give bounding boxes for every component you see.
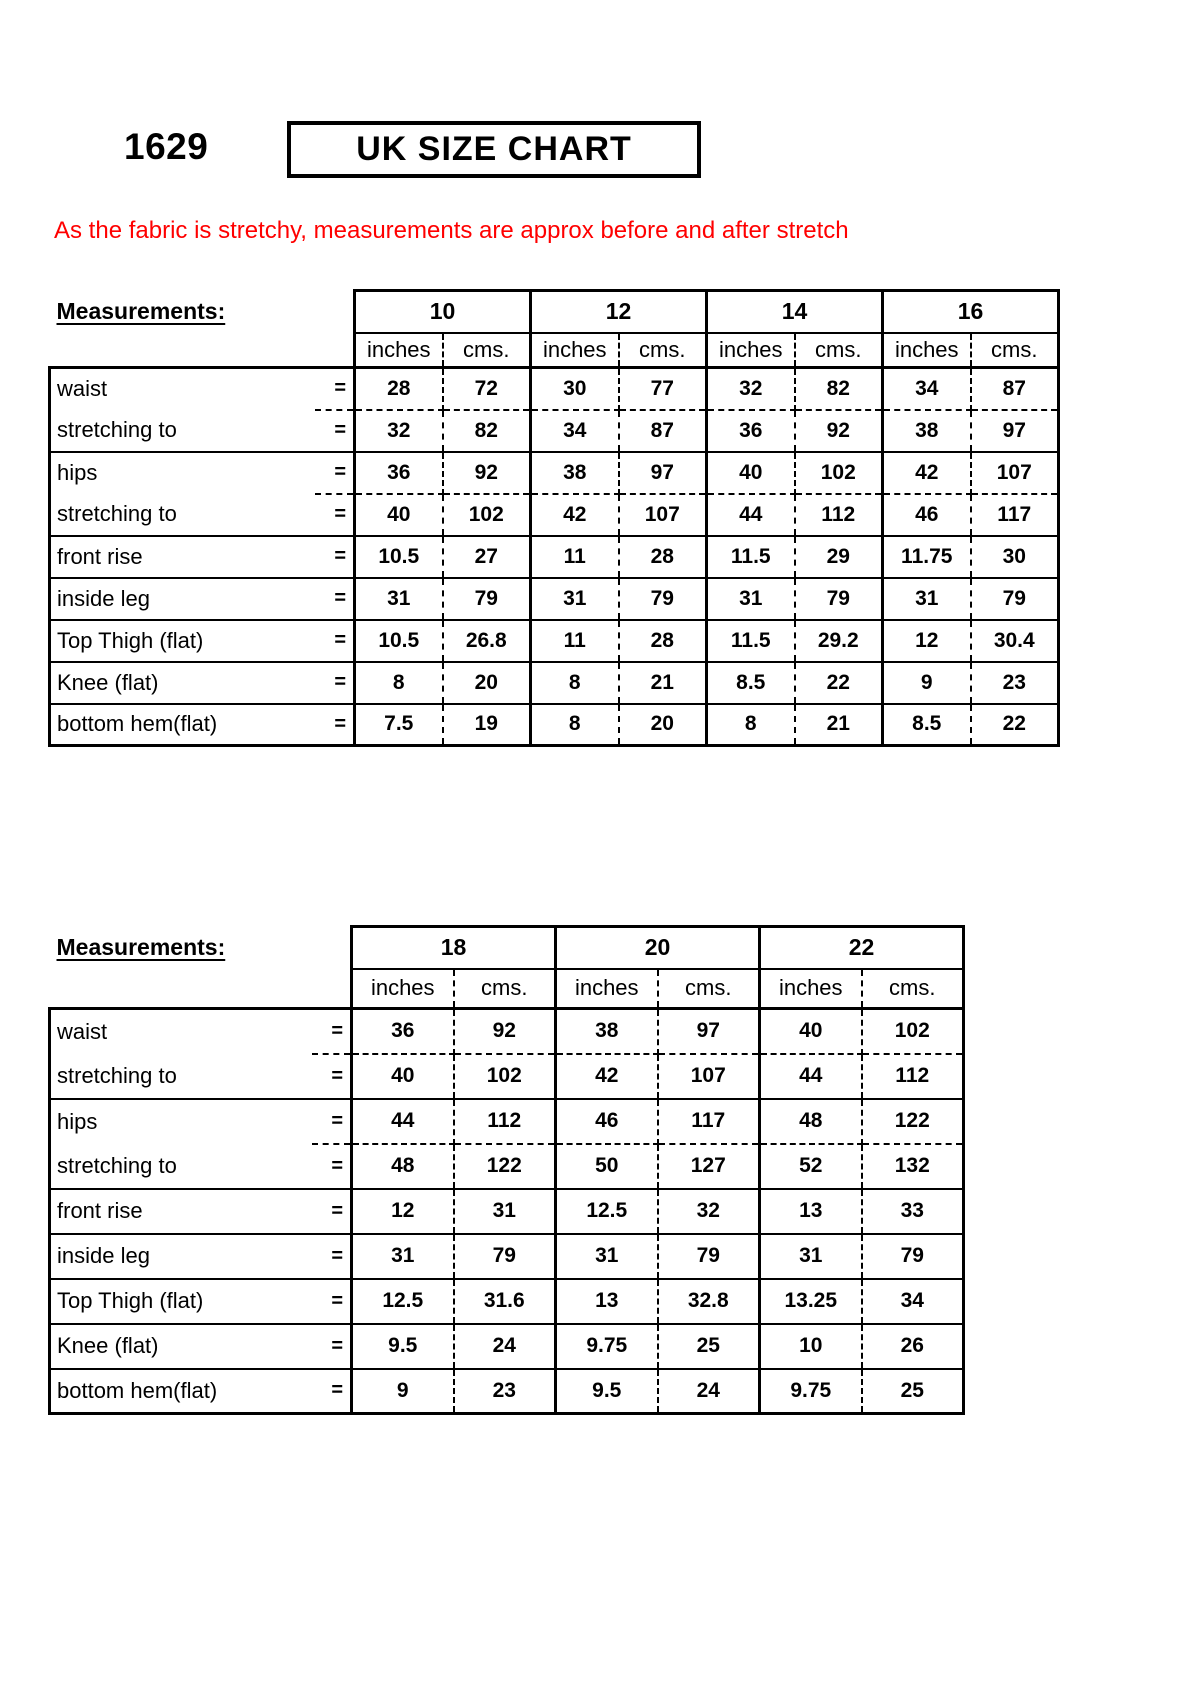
size-table-10-16: [48, 289, 1060, 747]
stretch-note: As the fabric is stretchy, measurements are approx before and after stretch: [54, 217, 849, 244]
value-inches: 38: [556, 1009, 658, 1054]
measurement-label: stretching to: [50, 1144, 312, 1189]
size-header-16: 16: [883, 291, 1059, 333]
value-cms: 79: [443, 578, 531, 620]
value-cms: 72: [443, 368, 531, 410]
measurement-row: [50, 704, 1059, 746]
measurements-label: Measurements:: [56, 934, 226, 960]
unit-inches-label: inches: [883, 333, 971, 368]
value-inches: 8: [531, 704, 619, 746]
measurement-label: stretching to: [50, 1054, 312, 1099]
value-cms: 34: [862, 1279, 964, 1324]
value-cms: 117: [658, 1099, 760, 1144]
measurement-label: bottom hem(flat): [50, 1369, 312, 1414]
value-inches: 36: [707, 410, 795, 452]
value-cms: 112: [454, 1099, 556, 1144]
value-cms: 25: [862, 1369, 964, 1414]
value-cms: 102: [862, 1009, 964, 1054]
measurement-label: bottom hem(flat): [50, 704, 315, 746]
value-inches: 12.5: [352, 1279, 454, 1324]
equals-sign: =: [315, 494, 355, 536]
value-inches: 11: [531, 620, 619, 662]
equals-sign: =: [315, 452, 355, 494]
value-cms: 30: [971, 536, 1059, 578]
value-inches: 9.75: [556, 1324, 658, 1369]
equals-sign: =: [312, 1369, 352, 1414]
measurement-label: front rise: [50, 1189, 312, 1234]
value-inches: 28: [355, 368, 443, 410]
value-inches: 9.75: [760, 1369, 862, 1414]
value-inches: 13.25: [760, 1279, 862, 1324]
value-cms: 97: [971, 410, 1059, 452]
value-cms: 24: [658, 1369, 760, 1414]
unit-inches-label: inches: [531, 333, 619, 368]
value-cms: 79: [795, 578, 883, 620]
spacer-cell: [50, 969, 352, 1009]
units-row: [50, 333, 1059, 368]
value-inches: 8: [355, 662, 443, 704]
measurement-label: waist: [50, 368, 315, 410]
value-cms: 79: [862, 1234, 964, 1279]
value-inches: 31: [556, 1234, 658, 1279]
size-header-row: [50, 291, 1059, 333]
value-cms: 20: [443, 662, 531, 704]
value-cms: 102: [443, 494, 531, 536]
unit-cms-label: cms.: [862, 969, 964, 1009]
value-cms: 92: [443, 452, 531, 494]
value-inches: 48: [352, 1144, 454, 1189]
value-cms: 32: [658, 1189, 760, 1234]
value-cms: 107: [971, 452, 1059, 494]
value-cms: 22: [795, 662, 883, 704]
value-cms: 79: [658, 1234, 760, 1279]
value-cms: 79: [971, 578, 1059, 620]
equals-sign: =: [312, 1099, 352, 1144]
value-cms: 79: [619, 578, 707, 620]
value-inches: 31: [707, 578, 795, 620]
size-table-18-22: [48, 925, 965, 1415]
measurement-row: [50, 452, 1059, 494]
value-cms: 112: [795, 494, 883, 536]
value-inches: 40: [707, 452, 795, 494]
value-inches: 30: [531, 368, 619, 410]
unit-cms-label: cms.: [658, 969, 760, 1009]
size-header-12: 12: [531, 291, 707, 333]
value-inches: 12.5: [556, 1189, 658, 1234]
measurement-row: [50, 536, 1059, 578]
measurement-row: [50, 1324, 964, 1369]
value-cms: 87: [619, 410, 707, 452]
unit-cms-label: cms.: [971, 333, 1059, 368]
unit-inches-label: inches: [352, 969, 454, 1009]
measurement-label: hips: [50, 452, 315, 494]
value-inches: 40: [355, 494, 443, 536]
value-cms: 82: [795, 368, 883, 410]
measurement-row: [50, 1099, 964, 1144]
value-inches: 10.5: [355, 620, 443, 662]
value-inches: 46: [883, 494, 971, 536]
measurement-row: [50, 1009, 964, 1054]
unit-cms-label: cms.: [443, 333, 531, 368]
value-inches: 10: [760, 1324, 862, 1369]
measurement-row: [50, 494, 1059, 536]
value-inches: 31: [355, 578, 443, 620]
value-inches: 40: [760, 1009, 862, 1054]
unit-cms-label: cms.: [795, 333, 883, 368]
measurement-label: front rise: [50, 536, 315, 578]
value-inches: 12: [352, 1189, 454, 1234]
value-inches: 44: [707, 494, 795, 536]
value-inches: 11.75: [883, 536, 971, 578]
value-cms: 28: [619, 620, 707, 662]
value-inches: 8: [707, 704, 795, 746]
measurement-label: inside leg: [50, 1234, 312, 1279]
size-header-22: 22: [760, 927, 964, 969]
measurement-label: stretching to: [50, 494, 315, 536]
value-inches: 11.5: [707, 620, 795, 662]
size-header-14: 14: [707, 291, 883, 333]
value-inches: 50: [556, 1144, 658, 1189]
measurement-row: [50, 1279, 964, 1324]
value-inches: 12: [883, 620, 971, 662]
value-inches: 36: [352, 1009, 454, 1054]
value-cms: 31.6: [454, 1279, 556, 1324]
value-cms: 31: [454, 1189, 556, 1234]
value-cms: 26.8: [443, 620, 531, 662]
unit-cms-label: cms.: [454, 969, 556, 1009]
value-inches: 10.5: [355, 536, 443, 578]
value-cms: 33: [862, 1189, 964, 1234]
value-cms: 97: [658, 1009, 760, 1054]
measurement-row: [50, 410, 1059, 452]
value-cms: 122: [454, 1144, 556, 1189]
measurement-row: [50, 578, 1059, 620]
value-inches: 34: [531, 410, 619, 452]
value-cms: 20: [619, 704, 707, 746]
value-inches: 8: [531, 662, 619, 704]
value-inches: 32: [355, 410, 443, 452]
measurement-label: hips: [50, 1099, 312, 1144]
size-header-row: [50, 927, 964, 969]
value-cms: 117: [971, 494, 1059, 536]
value-inches: 7.5: [355, 704, 443, 746]
value-inches: 13: [556, 1279, 658, 1324]
value-cms: 107: [619, 494, 707, 536]
value-inches: 42: [556, 1054, 658, 1099]
value-inches: 36: [355, 452, 443, 494]
value-cms: 102: [795, 452, 883, 494]
equals-sign: =: [315, 662, 355, 704]
measurement-label: waist: [50, 1009, 312, 1054]
measurement-label: Top Thigh (flat): [50, 620, 315, 662]
value-inches: 31: [352, 1234, 454, 1279]
equals-sign: =: [312, 1279, 352, 1324]
measurement-row: [50, 368, 1059, 410]
value-inches: 46: [556, 1099, 658, 1144]
value-inches: 8.5: [883, 704, 971, 746]
value-cms: 97: [619, 452, 707, 494]
measurements-header-cell: [50, 927, 352, 969]
unit-inches-label: inches: [355, 333, 443, 368]
value-inches: 44: [352, 1099, 454, 1144]
measurement-row: [50, 1189, 964, 1234]
units-row: [50, 969, 964, 1009]
measurement-label: Knee (flat): [50, 662, 315, 704]
value-cms: 92: [454, 1009, 556, 1054]
unit-inches-label: inches: [556, 969, 658, 1009]
size-header-18: 18: [352, 927, 556, 969]
page-title: UK SIZE CHART: [356, 130, 632, 168]
value-inches: 13: [760, 1189, 862, 1234]
value-inches: 9: [883, 662, 971, 704]
value-inches: 8.5: [707, 662, 795, 704]
equals-sign: =: [312, 1144, 352, 1189]
value-inches: 9.5: [352, 1324, 454, 1369]
value-inches: 11: [531, 536, 619, 578]
measurements-label: Measurements:: [56, 298, 226, 324]
value-cms: 26: [862, 1324, 964, 1369]
value-inches: 31: [760, 1234, 862, 1279]
value-cms: 132: [862, 1144, 964, 1189]
equals-sign: =: [315, 410, 355, 452]
value-cms: 23: [971, 662, 1059, 704]
value-cms: 21: [619, 662, 707, 704]
value-inches: 11.5: [707, 536, 795, 578]
spacer-cell: [50, 333, 355, 368]
value-cms: 102: [454, 1054, 556, 1099]
measurement-row: [50, 662, 1059, 704]
measurement-row: [50, 620, 1059, 662]
measurement-label: Knee (flat): [50, 1324, 312, 1369]
value-cms: 22: [971, 704, 1059, 746]
measurement-row: [50, 1369, 964, 1414]
value-inches: 44: [760, 1054, 862, 1099]
size-header-10: 10: [355, 291, 531, 333]
value-inches: 40: [352, 1054, 454, 1099]
equals-sign: =: [312, 1054, 352, 1099]
unit-inches-label: inches: [707, 333, 795, 368]
measurement-row: [50, 1144, 964, 1189]
value-cms: 29.2: [795, 620, 883, 662]
equals-sign: =: [312, 1189, 352, 1234]
equals-sign: =: [315, 536, 355, 578]
measurement-label: Top Thigh (flat): [50, 1279, 312, 1324]
value-cms: 112: [862, 1054, 964, 1099]
value-cms: 127: [658, 1144, 760, 1189]
measurement-row: [50, 1234, 964, 1279]
unit-inches-label: inches: [760, 969, 862, 1009]
value-cms: 29: [795, 536, 883, 578]
value-inches: 9.5: [556, 1369, 658, 1414]
value-inches: 42: [883, 452, 971, 494]
value-cms: 21: [795, 704, 883, 746]
value-inches: 38: [883, 410, 971, 452]
measurement-row: [50, 1054, 964, 1099]
style-number: 1629: [124, 126, 209, 167]
title-box: [287, 121, 701, 178]
size-header-20: 20: [556, 927, 760, 969]
value-cms: 23: [454, 1369, 556, 1414]
value-cms: 19: [443, 704, 531, 746]
value-cms: 82: [443, 410, 531, 452]
unit-cms-label: cms.: [619, 333, 707, 368]
value-cms: 77: [619, 368, 707, 410]
equals-sign: =: [315, 704, 355, 746]
value-cms: 25: [658, 1324, 760, 1369]
equals-sign: =: [312, 1009, 352, 1054]
value-inches: 31: [531, 578, 619, 620]
value-cms: 122: [862, 1099, 964, 1144]
equals-sign: =: [312, 1234, 352, 1279]
equals-sign: =: [315, 578, 355, 620]
value-inches: 31: [883, 578, 971, 620]
equals-sign: =: [315, 620, 355, 662]
value-inches: 48: [760, 1099, 862, 1144]
value-cms: 32.8: [658, 1279, 760, 1324]
value-inches: 34: [883, 368, 971, 410]
equals-sign: =: [312, 1324, 352, 1369]
value-inches: 52: [760, 1144, 862, 1189]
value-cms: 87: [971, 368, 1059, 410]
value-cms: 79: [454, 1234, 556, 1279]
measurement-label: inside leg: [50, 578, 315, 620]
value-inches: 32: [707, 368, 795, 410]
measurements-header-cell: [50, 291, 355, 333]
value-cms: 92: [795, 410, 883, 452]
equals-sign: =: [315, 368, 355, 410]
value-cms: 28: [619, 536, 707, 578]
value-inches: 9: [352, 1369, 454, 1414]
value-inches: 38: [531, 452, 619, 494]
value-cms: 30.4: [971, 620, 1059, 662]
value-cms: 107: [658, 1054, 760, 1099]
value-inches: 42: [531, 494, 619, 536]
value-cms: 27: [443, 536, 531, 578]
measurement-label: stretching to: [50, 410, 315, 452]
value-cms: 24: [454, 1324, 556, 1369]
